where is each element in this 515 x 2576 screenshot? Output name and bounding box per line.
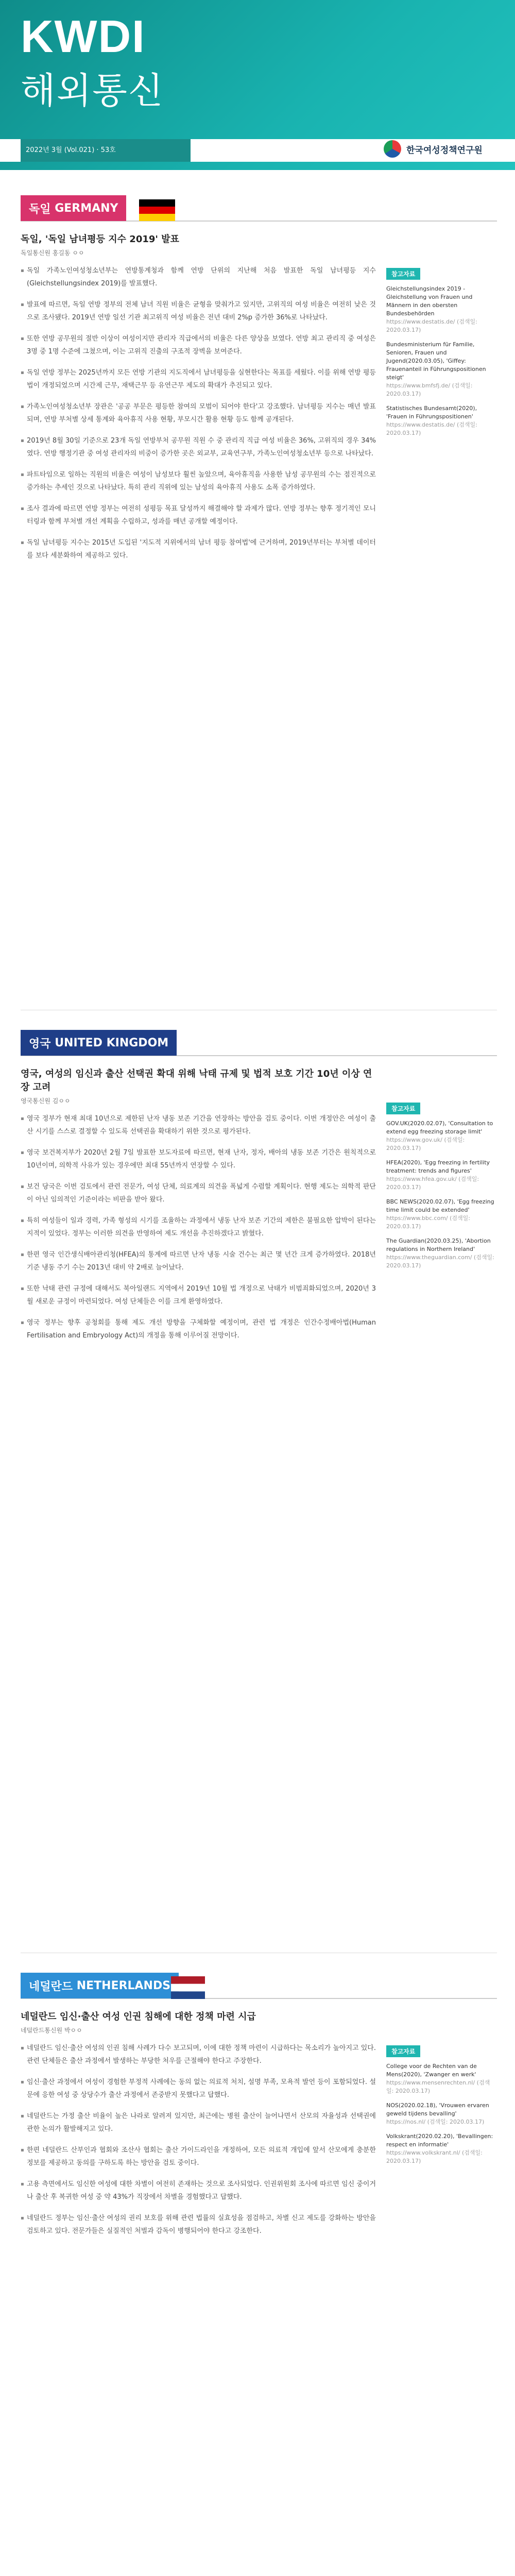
paragraph: ▪ 독일 남녀평등 지수는 2015년 도입된 '지도적 지위에서의 남녀 평등 참여법'에 근거하며, 2019년부터는 부처별 데이터를 보다 세분화하여 제공하고 있다. (21, 536, 376, 562)
paragraph: ▪ 특히 여성들이 일과 경력, 가족 형성의 시기를 조율하는 과정에서 냉동 난자 보존 기간의 제한은 불필요한 압박이 된다는 지적이 있었다. 정부는 이러한 의견을 반영하여 제도 개선을 추진하겠다고 밝혔다. (21, 1214, 376, 1240)
reference-link[interactable]: https://www.hfea.gov.uk/ (검색일: 2020.03.17) (386, 1176, 479, 1191)
section-tag: 영국 UNITED KINGDOM (21, 1030, 177, 1056)
paragraph: ▪ 네덜란드는 가정 출산 비율이 높은 나라로 알려져 있지만, 최근에는 병원 출산이 늘어나면서 산모의 자율성과 선택권에 관한 논의가 활발해지고 있다. (21, 2110, 376, 2136)
org-logo-icon (384, 140, 401, 158)
references-label: 참고자료 (386, 268, 420, 280)
reference-item: Statistisches Bundesamt(2020), 'Frauen in Führungspositionen' https://www.destatis.de/ (검색일: 2020.03.17) (386, 404, 497, 437)
references-label: 참고자료 (386, 1103, 420, 1114)
reference-link[interactable]: https://www.destatis.de/ (검색일: 2020.03.17) (386, 318, 477, 333)
paragraph: ▪ 또한 낙태 관련 규정에 대해서도 북아일랜드 지역에서 2019년 10월 법 개정으로 낙태가 비범죄화되었으며, 2020년 3월 새로운 규정이 마련되었다. 여성 단체들은 이를 크게 환영하였다. (21, 1282, 376, 1308)
references-column (386, 268, 497, 444)
reference-link[interactable]: https://www.gov.uk/ (검색일: 2020.03.17) (386, 1137, 465, 1151)
paragraph: ▪ 영국 보건복지부가 2020년 2월 7일 발표한 보도자료에 따르면, 현재 난자, 정자, 배아의 냉동 보존 기간은 원칙적으로 10년이며, 의학적 사유가 있는 경우에만 최대 55년까지 연장할 수 있다. (21, 1146, 376, 1172)
reference-item: The Guardian(2020.03.25), 'Abortion regulations in Northern Ireland' https://www.theguardian.com/ (검색일: 2020.03.17) (386, 1237, 497, 1270)
germany-flag-icon (139, 199, 175, 222)
issue-label: 2022년 3월 (Vol.021) · 53호 (21, 139, 191, 162)
reference-link[interactable]: https://www.bmfsfj.de/ (검색일: 2020.03.17) (386, 382, 473, 397)
section-tag: 독일 GERMANY (21, 195, 126, 221)
references-column (386, 1103, 497, 1276)
article-author: 독일통신원 홍길동 ㅇㅇ (21, 249, 84, 257)
reference-item: HFEA(2020), 'Egg freezing in fertility treatment: trends and figures' https://www.hfea.gov.uk/ (검색일: 2020.03.17) (386, 1159, 497, 1192)
paragraph: ▪ 파트타임으로 일하는 직원의 비율은 여성이 남성보다 훨씬 높았으며, 육아휴직을 사용한 남성 공무원의 수는 점진적으로 증가하는 추세인 것으로 나타났다. 특히 관리 직위에 있는 남성의 육아휴직 사용도 소폭 증가하였다. (21, 468, 376, 494)
org-name: 한국여성정책연구원 (406, 145, 483, 156)
article-title: 영국, 여성의 임신과 출산 선택권 확대 위해 낙태 규제 및 법적 보호 기간 10년 이상 연장 고려 (21, 1069, 372, 1093)
paragraph: ▪ 영국 정부는 향후 공청회를 통해 제도 개선 방향을 구체화할 예정이며, 관련 법 개정은 인간수정배아법(Human Fertilisation and Embryology Act)의 개정을 통해 이루어질 전망이다. (21, 1316, 376, 1342)
references-label: 참고자료 (386, 2045, 420, 2057)
paragraph: ▪ 한편 영국 인간생식배아관리청(HFEA)의 통계에 따르면 난자 냉동 시술 건수는 최근 몇 년간 크게 증가하였다. 2018년 기준 냉동 주기 수는 2013년 대비 약 2배로 늘어났다. (21, 1248, 376, 1274)
paragraph: ▪ 독일 가족노인여성청소년부는 연방통계청과 함께 연방 단위의 지난해 처음 발표한 독일 남녀평등 지수 (Gleichstellungsindex 2019)를 발표했다. (21, 264, 376, 290)
header-title-en: KWDI (21, 11, 146, 62)
reference-link[interactable]: https://www.destatis.de/ (검색일: 2020.03.17) (386, 421, 477, 436)
paragraph: ▪ 독일 연방 정부는 2025년까지 모든 연방 기관의 지도직에서 남녀평등을 실현한다는 목표를 세웠다. 이를 위해 연방 평등법이 개정되었으며 시간제 근무, 재택근무 등 유연근무 제도의 확대가 추진되고 있다. (21, 366, 376, 392)
section-head (21, 196, 497, 222)
reference-item: NOS(2020.02.18), 'Vrouwen ervaren geweld tijdens bevalling' https://nos.nl/ (검색일: 2020.03.17) (386, 2102, 497, 2126)
paragraph: ▪ 고용 측면에서도 임신한 여성에 대한 차별이 여전히 존재하는 것으로 조사되었다. 인권위원회 조사에 따르면 임신 중이거나 출산 후 복귀한 여성 중 약 43%가 직장에서 차별을 경험했다고 답했다. (21, 2178, 376, 2204)
paragraph: ▪ 2019년 8월 30일 기준으로 23개 독일 연방부처 공무원 직원 수 중 관리직 직급 여성 비율은 36%, 고위직의 경우 34%였다. 연방 행정기관 중 여성 관리자의 비중이 증가한 곳은 외교부, 교육연구부, 가족노인여성청소년부 등으로 나타났다. (21, 434, 376, 460)
paragraph: ▪ 임신·출산 과정에서 여성이 경험한 부정적 사례에는 동의 없는 의료적 처치, 설명 부족, 모욕적 발언 등이 포함되었다. 설문에 응한 여성 중 상당수가 출산 과정에서 존중받지 못했다고 답했다. (21, 2076, 376, 2102)
paragraph: ▪ 발표에 따르면, 독일 연방 정부의 전체 남녀 직원 비율은 균형을 맞춰가고 있지만, 고위직의 여성 비율은 여전히 낮은 것으로 조사됐다. 2019년 연방 일선 기관 최고위직 여성 비율은 전년 대비 2%p 증가한 36%로 나타났다. (21, 298, 376, 324)
header-title-ko: 해외통신 (21, 70, 164, 112)
reference-link[interactable]: https://nos.nl/ (검색일: 2020.03.17) (386, 2119, 485, 2125)
paragraph: ▪ 또한 연방 공무원의 절반 이상이 여성이지만 관리자 직급에서의 비율은 다른 양상을 보였다. 연방 최고 관리직 중 여성은 3명 중 1명 수준에 그쳤으며, 이는 고위직 진출의 구조적 장벽을 보여준다. (21, 332, 376, 358)
org-logo (384, 140, 483, 158)
references-column (386, 2045, 497, 2172)
reference-link[interactable]: https://www.bbc.com/ (검색일: 2020.03.17) (386, 1215, 470, 1230)
reference-link[interactable]: https://www.mensenrechten.nl/ (검색일: 2020.03.17) (386, 2079, 490, 2094)
reference-item: Volkskrant(2020.02.20), 'Bevallingen: respect en informatie' https://www.volkskrant.nl/ (검색일: 2020.03.17) (386, 2132, 497, 2165)
article-author: 영국통신원 김ㅇㅇ (21, 1097, 71, 1105)
reference-item: GOV.UK(2020.02.07), 'Consultation to extend egg freezing storage limit' https://www.gov.uk/ (검색일: 2020.03.17) (386, 1120, 497, 1153)
paragraph: ▪ 조사 결과에 따르면 연방 정부는 여전히 성평등 목표 달성까지 해결해야 할 과제가 많다. 연방 정부는 향후 정기적인 모니터링과 함께 부처별 개선 계획을 수립하고, 성과를 매년 공개할 예정이다. (21, 502, 376, 528)
paragraph: ▪ 네덜란드 임신·출산 여성의 인권 침해 사례가 다수 보고되며, 이에 대한 정책 마련이 시급하다는 목소리가 높아지고 있다. 관련 단체들은 출산 과정에서 발생하는 부당한 처우를 근절해야 한다고 주장한다. (21, 2042, 376, 2067)
section-head (21, 1973, 497, 1999)
section-tag: 네덜란드 NETHERLANDS (21, 1973, 179, 1998)
paragraph: ▪ 한편 네덜란드 산부인과 협회와 조산사 협회는 출산 가이드라인을 개정하여, 모든 의료적 개입에 앞서 산모에게 충분한 정보를 제공하고 동의를 구하도록 하는 방안을 검토 중이다. (21, 2144, 376, 2170)
paragraph: ▪ 영국 정부가 현재 최대 10년으로 제한된 난자 냉동 보존 기간을 연장하는 방안을 검토 중이다. 이번 개정안은 여성이 출산 시기를 스스로 결정할 수 있도록 선택권을 확대하기 위한 것으로 평가된다. (21, 1112, 376, 1138)
netherlands-flag-icon (170, 1976, 206, 1999)
section-head (21, 1030, 497, 1056)
reference-item: Bundesministerium für Familie, Senioren, Frauen und Jugend(2020.03.05), 'Giffey: Frauenanteil in Führungspositionen steigt' https://www.bmfsfj.de/ (검색일: 2020.03.17) (386, 341, 497, 398)
reference-item: BBC NEWS(2020.02.07), 'Egg freezing time limit could be extended' https://www.bbc.com/ (검색일: 2020.03.17) (386, 1198, 497, 1231)
reference-item: Gleichstellungsindex 2019 - Gleichstellung von Frauen und Männern in den obersten Bundesbehörden https://www.destatis.de/ (검색일: 2020.03.17) (386, 285, 497, 334)
reference-link[interactable]: https://www.volkskrant.nl/ (검색일: 2020.03.17) (386, 2149, 483, 2164)
reference-item: College voor de Rechten van de Mens(2020), 'Zwanger en werk' https://www.mensenrechten.nl/ (검색일: 2020.03.17) (386, 2062, 497, 2095)
reference-link[interactable]: https://www.theguardian.com/ (검색일: 2020.03.17) (386, 1254, 494, 1269)
article-author: 네덜란드통신원 박ㅇㅇ (21, 2027, 82, 2034)
paragraph: ▪ 보건 당국은 이번 검토에서 관련 전문가, 여성 단체, 의료계의 의견을 폭넓게 수렴할 계획이다. 현행 제도는 의학적 판단이 아닌 임의적인 기준이라는 비판을 받아 왔다. (21, 1180, 376, 1206)
article-title: 독일, '독일 남녀평등 지수 2019' 발표 (21, 234, 179, 245)
paragraph: ▪ 가족노인여성청소년부 장관은 '공공 부문은 평등한 참여의 모범이 되어야 한다'고 강조했다. 남녀평등 지수는 매년 발표되며, 연방 부처별 상세 통계와 육아휴직 사용 현황, 부모시간 활용 현황 등도 함께 공개된다. (21, 400, 376, 426)
paragraph: ▪ 네덜란드 정부는 임신·출산 여성의 권리 보호를 위해 관련 법률의 실효성을 점검하고, 차별 신고 제도를 강화하는 방안을 검토하고 있다. 전문가들은 실질적인 처벌과 감독이 병행되어야 한다고 강조한다. (21, 2212, 376, 2238)
page-header (0, 0, 515, 170)
article-title: 네덜란드 임신·출산 여성 인권 침해에 대한 정책 마련 시급 (21, 2011, 256, 2022)
